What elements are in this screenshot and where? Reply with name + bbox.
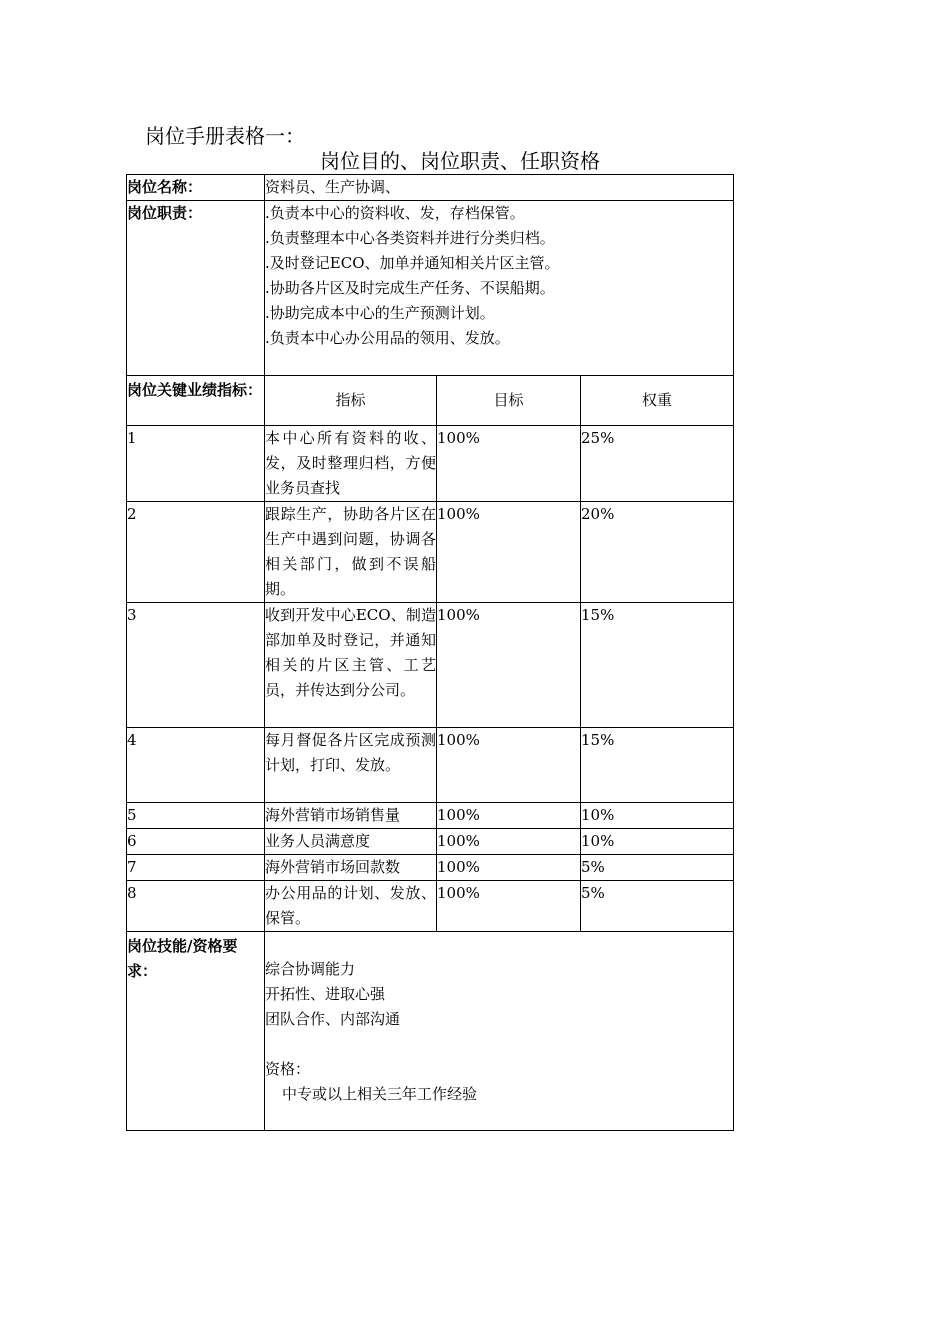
kpi-row-weight: 10% [581, 829, 734, 855]
kpi-row-indicator: 跟踪生产，协助各片区在生产中遇到问题，协调各相关部门，做到不误船期。 [265, 502, 437, 603]
kpi-row-indicator: 海外营销市场销售量 [265, 803, 437, 829]
kpi-row-indicator: 每月督促各片区完成预测计划，打印、发放。 [265, 728, 437, 803]
kpi-row-number: 5 [127, 803, 265, 829]
kpi-row-number: 4 [127, 728, 265, 803]
duty-item: .负责本中心的资料收、发，存档保管。 [265, 204, 525, 222]
qualification-value: 中专或以上相关三年工作经验 [282, 1085, 478, 1103]
kpi-header-indicator: 指标 [265, 376, 437, 426]
duties-label: 岗位职责： [127, 201, 265, 376]
job-manual-table [126, 174, 734, 1131]
duty-item: .及时登记ECO、加单并通知相关片区主管。 [265, 254, 560, 272]
kpi-row-number: 3 [127, 603, 265, 728]
table-row [127, 803, 734, 829]
position-name-label: 岗位名称： [127, 175, 265, 201]
kpi-row-target: 100% [437, 502, 581, 603]
kpi-row-target: 100% [437, 829, 581, 855]
kpi-row-number: 6 [127, 829, 265, 855]
table-row [127, 728, 734, 803]
table-row [127, 502, 734, 603]
kpi-row-number: 7 [127, 855, 265, 881]
duty-item: .负责整理本中心各类资料并进行分类归档。 [265, 229, 555, 247]
kpi-row-target: 100% [437, 855, 581, 881]
skills-content [265, 932, 734, 1131]
kpi-row-target: 100% [437, 603, 581, 728]
kpi-header-weight: 权重 [581, 376, 734, 426]
duties-list [265, 201, 734, 376]
kpi-label: 岗位关键业绩指标： [127, 376, 265, 426]
skills-label: 岗位技能/资格要求： [127, 932, 265, 1131]
table-row [127, 603, 734, 728]
duty-item: .协助各片区及时完成生产任务、不误船期。 [265, 279, 555, 297]
kpi-row-weight: 15% [581, 728, 734, 803]
kpi-row-number: 2 [127, 502, 265, 603]
page-label: 岗位手册表格一： [145, 124, 305, 148]
kpi-row-target: 100% [437, 803, 581, 829]
kpi-row-number: 1 [127, 426, 265, 502]
kpi-row-target: 100% [437, 728, 581, 803]
kpi-row-indicator: 海外营销市场回款数 [265, 855, 437, 881]
kpi-row-target: 100% [437, 881, 581, 932]
table-row [127, 855, 734, 881]
table-row [127, 426, 734, 502]
skill-item: 开拓性、进取心强 [265, 985, 386, 1003]
table-row [127, 829, 734, 855]
kpi-row-weight: 10% [581, 803, 734, 829]
skill-item: 综合协调能力 [265, 960, 356, 978]
duty-item: .协助完成本中心的生产预测计划。 [265, 304, 495, 322]
kpi-row-indicator: 收到开发中心ECO、制造部加单及时登记，并通知相关的片区主管、工艺员，并传达到分公司。 [265, 603, 437, 728]
kpi-row-weight: 25% [581, 426, 734, 502]
position-name-value: 资料员、生产协调、 [265, 175, 734, 201]
kpi-row-indicator: 业务人员满意度 [265, 829, 437, 855]
kpi-row-weight: 20% [581, 502, 734, 603]
kpi-row-weight: 15% [581, 603, 734, 728]
table-row [127, 881, 734, 932]
kpi-row-number: 8 [127, 881, 265, 932]
qualification-label: 资格： [265, 1060, 311, 1078]
kpi-row-target: 100% [437, 426, 581, 502]
document-title: 岗位目的、岗位职责、任职资格 [320, 149, 600, 173]
kpi-header-target: 目标 [437, 376, 581, 426]
skill-item: 团队合作、内部沟通 [265, 1010, 401, 1028]
kpi-row-weight: 5% [581, 881, 734, 932]
duty-item: .负责本中心办公用品的领用、发放。 [265, 329, 510, 347]
kpi-row-weight: 5% [581, 855, 734, 881]
kpi-row-indicator: 办公用品的计划、发放、保管。 [265, 881, 437, 932]
kpi-row-indicator: 本中心所有资料的收、发，及时整理归档，方便业务员查找 [265, 426, 437, 502]
